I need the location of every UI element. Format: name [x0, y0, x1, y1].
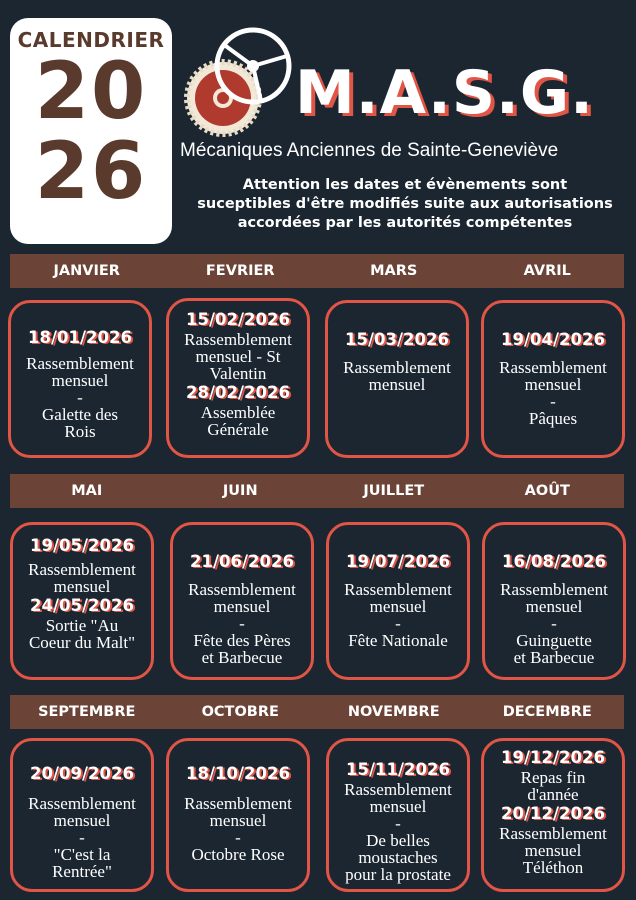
event-text: Assemblée: [200, 403, 276, 422]
event-text: d'année: [527, 785, 579, 804]
event-text: "C'est la: [53, 845, 111, 864]
event-text: pour la prostate: [345, 865, 451, 884]
month-label: NOVEMBRE: [347, 704, 440, 720]
event-card-octobre: [166, 738, 310, 892]
brand-title: M.A.S.G.: [295, 58, 594, 128]
event-dash: -: [235, 828, 241, 847]
event-date: 15/11/2026: [346, 760, 450, 779]
month-label: JUILLET: [363, 483, 425, 499]
event-card-mai: [10, 522, 154, 680]
month-label: SEPTEMBRE: [38, 704, 136, 720]
event-text: mensuel: [368, 375, 426, 394]
event-text: Rentrée": [52, 862, 112, 881]
event-text: mensuel: [524, 375, 582, 394]
event-date: 15/03/2026: [345, 330, 449, 349]
month-label: FEVRIER: [205, 263, 275, 279]
event-text: mensuel: [369, 597, 427, 616]
event-date: 19/05/2026: [30, 536, 134, 555]
notice-line: accordées par les autorités compétentes: [237, 215, 573, 231]
month-label: DECEMBRE: [502, 704, 592, 720]
event-text: Générale: [207, 420, 269, 439]
notice-line: suceptibles d'être modifiés suite aux autorisations: [197, 196, 613, 212]
month-bar-row-1: [10, 254, 624, 288]
event-date: 20/12/2026: [501, 804, 605, 823]
event-date: 20/09/2026: [30, 764, 134, 783]
event-dash: -: [77, 388, 83, 407]
event-text: et Barbecue: [201, 648, 283, 667]
event-card-juin: [170, 522, 314, 680]
steering-wheel-logo-icon: [183, 26, 295, 138]
event-text: Téléthon: [522, 858, 584, 877]
event-text: Fête des Pères: [193, 631, 291, 650]
event-text: Fête Nationale: [348, 631, 448, 650]
event-dash: -: [395, 614, 401, 633]
event-text: moustaches: [358, 848, 438, 867]
event-dash: -: [239, 614, 245, 633]
event-date: 18/10/2026: [186, 764, 290, 783]
event-date: 21/06/2026: [190, 552, 294, 571]
event-dash: -: [550, 392, 556, 411]
event-text: mensuel: [524, 841, 582, 860]
notice-text: [180, 176, 630, 233]
event-text: Galette des: [42, 405, 118, 424]
event-text: et Barbecue: [513, 648, 595, 667]
event-dash: -: [551, 614, 557, 633]
event-card-juillet: [326, 522, 470, 680]
event-text: Rois: [64, 422, 96, 441]
event-dash: -: [79, 828, 85, 847]
event-text: mensuel: [53, 811, 111, 830]
event-text: Rassemblement: [184, 794, 292, 813]
event-text: Rassemblement: [344, 780, 452, 799]
event-card-septembre: [10, 738, 154, 892]
event-text: Rassemblement: [28, 794, 136, 813]
event-date: 18/01/2026: [28, 328, 132, 347]
event-text: Rassemblement: [28, 560, 136, 579]
event-date: 19/07/2026: [346, 552, 450, 571]
event-text: Coeur du Malt": [28, 633, 136, 652]
year-line-1: 20: [34, 47, 148, 137]
event-date: 24/05/2026: [30, 596, 134, 615]
month-label: AVRIL: [523, 263, 571, 279]
event-card-avril: [481, 300, 625, 458]
event-text: Rassemblement: [499, 358, 607, 377]
event-text: Repas fin: [520, 768, 586, 787]
event-card-aout: [482, 522, 626, 680]
event-card-mars: [325, 300, 469, 458]
event-text: Octobre Rose: [191, 845, 285, 864]
month-bar-row-3: [10, 695, 624, 729]
event-text: Rassemblement: [188, 580, 296, 599]
month-label: OCTOBRE: [201, 704, 279, 720]
event-text: De belles: [366, 831, 430, 850]
event-text: Rassemblement: [344, 580, 452, 599]
event-date: 16/08/2026: [502, 552, 606, 571]
event-text: Rassemblement: [184, 330, 292, 349]
event-text: mensuel - St: [195, 347, 281, 366]
notice-line: Attention les dates et évènements sont: [242, 177, 568, 193]
event-text: Sortie "Au: [45, 616, 119, 635]
month-label: JANVIER: [53, 263, 120, 279]
calendar-label: CALENDRIER: [17, 28, 165, 52]
event-text: mensuel: [369, 797, 427, 816]
month-bar-row-2: [10, 474, 624, 508]
event-text: Rassemblement: [26, 354, 134, 373]
event-dash: -: [395, 814, 401, 833]
calendar-year-box: [10, 18, 172, 244]
event-card-decembre: [481, 738, 625, 892]
event-text: mensuel: [209, 811, 267, 830]
event-text: Rassemblement: [343, 358, 451, 377]
event-text: Pâques: [528, 409, 578, 428]
month-label: AOÛT: [524, 483, 570, 499]
event-text: mensuel: [53, 577, 111, 596]
event-text: mensuel: [213, 597, 271, 616]
event-text: mensuel: [525, 597, 583, 616]
event-text: Rassemblement: [500, 580, 608, 599]
event-date: 28/02/2026: [186, 383, 290, 402]
event-card-novembre: [326, 738, 470, 892]
year-line-2: 26: [34, 127, 148, 217]
event-card-janvier: [8, 300, 152, 458]
event-text: mensuel: [51, 371, 109, 390]
event-date: 19/04/2026: [501, 330, 605, 349]
month-label: MAI: [71, 483, 103, 499]
event-card-fevrier: [166, 298, 310, 458]
month-label: JUIN: [222, 483, 258, 499]
event-text: Valentin: [209, 364, 267, 383]
event-text: Rassemblement: [499, 824, 607, 843]
brand-subtitle: Mécaniques Anciennes de Sainte-Geneviève: [180, 140, 559, 161]
event-date: 15/02/2026: [186, 310, 290, 329]
event-text: Guinguette: [516, 631, 592, 650]
month-label: MARS: [370, 263, 418, 279]
event-date: 19/12/2026: [501, 748, 605, 767]
